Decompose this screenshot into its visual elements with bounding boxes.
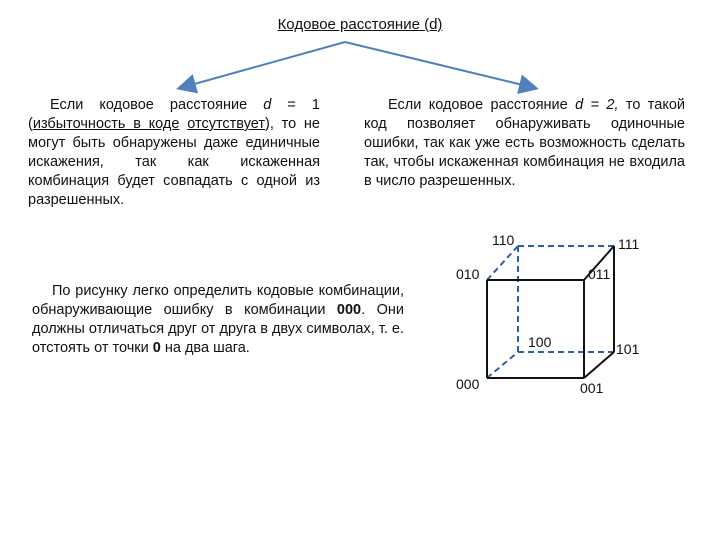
vertex-label-111: 111 — [618, 236, 640, 252]
vertex-label-110: 110 — [492, 232, 515, 248]
vertex-label-101: 101 — [616, 341, 640, 357]
edge-000-100 — [487, 352, 518, 378]
edge-010-110 — [487, 246, 518, 280]
vertex-label-011: 011 — [588, 266, 611, 282]
vertex-label-000: 000 — [456, 376, 480, 392]
vertex-label-010: 010 — [456, 266, 480, 282]
bottom-paragraph: По рисунку легко определить кодовые комбинации, обнаруживающие ошибку в комбинации 000. Они должны отличаться друг от друга в двух символах, т. е. отстоять от точки 0 на два шага. — [32, 283, 404, 356]
right-paragraph: Если кодовое расстояние d = 2, то такой код позволяет обнаруживать одиночные ошибки, так как уже есть возможность сделать так, чтобы искаженная комбинация не входила в число разрешенных. — [364, 97, 686, 189]
edge-001-101 — [584, 352, 614, 378]
page-title: Кодовое расстояние (d) — [277, 16, 443, 33]
left-paragraph: Если кодовое расстояние d = 1 (избыточность в коде отсутствует), то не могут быть обнаружены даже единичные искажения, так как искаженная комбинация будет совпадать с одной из разрешенных. — [28, 97, 321, 208]
vertex-label-100: 100 — [528, 334, 552, 350]
vertex-label-001: 001 — [580, 380, 604, 396]
